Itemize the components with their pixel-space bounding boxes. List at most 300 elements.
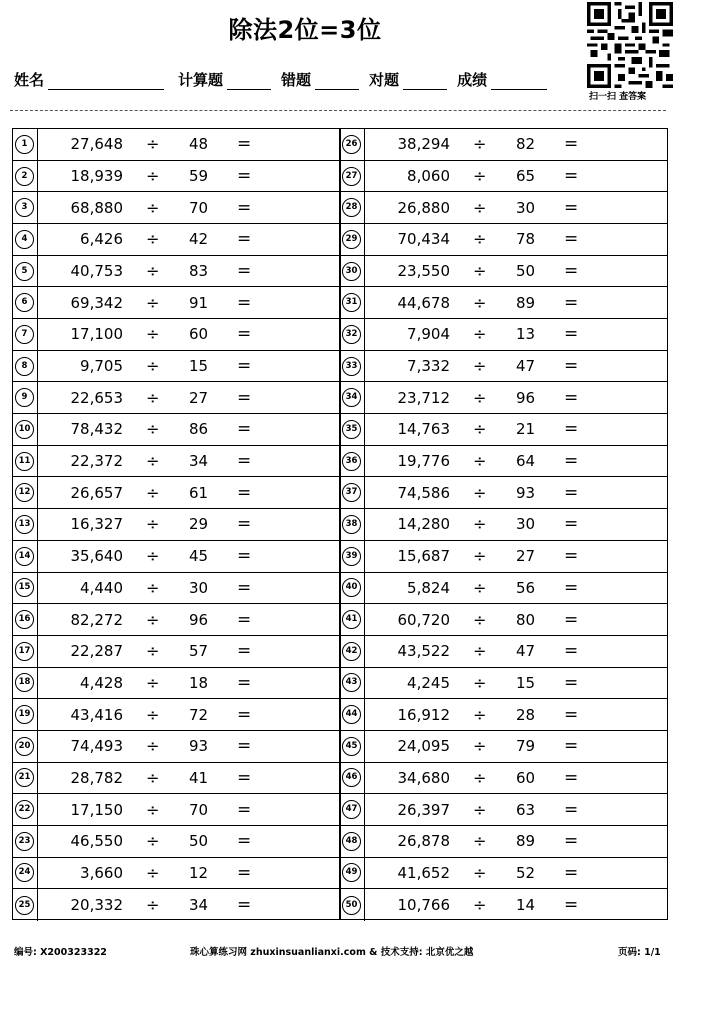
problem-row <box>13 509 340 541</box>
problem-row <box>13 731 340 763</box>
divide-sign: ÷ <box>473 831 487 851</box>
score-field[interactable] <box>491 71 547 90</box>
problem-number-cell <box>13 763 38 794</box>
equals-sign: = <box>564 451 579 472</box>
right-field[interactable] <box>403 71 447 90</box>
problem-number-cell <box>340 161 365 192</box>
problem-number-cell <box>13 319 38 350</box>
dividend: 44,678 <box>397 293 450 312</box>
problem-number-cell <box>13 889 38 921</box>
equals-sign: = <box>237 736 252 757</box>
equals-sign: = <box>237 641 252 662</box>
divisor: 56 <box>516 578 536 597</box>
divisor: 27 <box>189 388 209 407</box>
divisor: 50 <box>516 262 536 281</box>
equals-sign: = <box>237 895 252 916</box>
score-label: 成绩 <box>457 71 488 89</box>
problem-number: 26 <box>342 135 361 154</box>
dividend: 74,493 <box>70 737 123 756</box>
problem-number: 33 <box>342 357 361 376</box>
problem-row <box>340 763 667 795</box>
problem-number: 17 <box>15 642 34 661</box>
problem-row <box>340 731 667 763</box>
problem-number-cell <box>340 858 365 889</box>
dividend: 27,648 <box>70 135 123 154</box>
problem-row <box>340 477 667 509</box>
problem-number-cell <box>13 604 38 635</box>
problem-number: 11 <box>15 452 34 471</box>
problem-number: 31 <box>342 293 361 312</box>
problem-row <box>340 636 667 668</box>
dividend: 24,095 <box>397 737 450 756</box>
problem-number: 20 <box>15 737 34 756</box>
equals-sign: = <box>564 482 579 503</box>
dividend: 74,586 <box>397 483 450 502</box>
divide-sign: ÷ <box>146 134 160 154</box>
divide-sign: ÷ <box>146 166 160 186</box>
equals-sign: = <box>564 292 579 313</box>
divide-sign: ÷ <box>146 578 160 598</box>
divisor: 34 <box>189 896 209 915</box>
dividend: 82,272 <box>70 610 123 629</box>
divide-sign: ÷ <box>473 863 487 883</box>
problem-number-cell <box>13 287 38 318</box>
divisor: 45 <box>189 547 209 566</box>
dividend: 26,880 <box>397 198 450 217</box>
divisor: 83 <box>189 262 209 281</box>
divide-sign: ÷ <box>473 705 487 725</box>
equals-sign: = <box>564 704 579 725</box>
divide-sign: ÷ <box>473 546 487 566</box>
equals-sign: = <box>564 546 579 567</box>
problem-number: 18 <box>15 673 34 692</box>
problem-row <box>340 573 667 605</box>
problem-row <box>340 161 667 193</box>
count-label: 计算题 <box>178 71 224 89</box>
problem-number-cell <box>13 161 38 192</box>
problem-number: 19 <box>15 705 34 724</box>
problem-number: 34 <box>342 388 361 407</box>
dividend: 41,652 <box>397 863 450 882</box>
equals-sign: = <box>237 482 252 503</box>
problem-number-cell <box>340 192 365 223</box>
dividend: 68,880 <box>70 198 123 217</box>
problem-number: 49 <box>342 863 361 882</box>
problem-number-cell <box>340 382 365 413</box>
problem-number-cell <box>340 763 365 794</box>
problem-row <box>340 509 667 541</box>
problem-row <box>13 636 340 668</box>
divide-sign: ÷ <box>146 451 160 471</box>
divisor: 80 <box>516 610 536 629</box>
divisor: 30 <box>516 515 536 534</box>
problem-number-cell <box>13 826 38 857</box>
divisor: 41 <box>189 768 209 787</box>
problem-number: 40 <box>342 578 361 597</box>
problem-number-cell <box>340 699 365 730</box>
dividend: 19,776 <box>397 452 450 471</box>
problem-number-cell <box>13 794 38 825</box>
divide-sign: ÷ <box>146 483 160 503</box>
problem-number-cell <box>13 446 38 477</box>
divisor: 59 <box>189 167 209 185</box>
problem-row <box>340 351 667 383</box>
problem-number: 45 <box>342 737 361 756</box>
problem-number-cell <box>340 351 365 382</box>
problem-number-cell <box>340 256 365 287</box>
problem-number-cell <box>13 731 38 762</box>
wrong-field[interactable] <box>315 71 359 90</box>
problem-number-cell <box>13 477 38 508</box>
dividend: 14,280 <box>397 515 450 534</box>
dividend: 43,522 <box>397 642 450 661</box>
dividend: 6,426 <box>80 230 123 249</box>
problem-row <box>340 287 667 319</box>
divide-sign: ÷ <box>146 293 160 313</box>
divisor: 29 <box>189 515 209 534</box>
divide-sign: ÷ <box>473 229 487 249</box>
student-info-row <box>14 66 557 90</box>
problem-row <box>340 192 667 224</box>
problem-row <box>340 668 667 700</box>
problem-number-cell <box>13 573 38 604</box>
divisor: 47 <box>516 357 536 376</box>
problem-number-cell <box>340 573 365 604</box>
problem-number-cell <box>13 414 38 445</box>
divide-sign: ÷ <box>473 134 487 154</box>
problem-number: 9 <box>15 388 34 407</box>
dividend: 8,060 <box>407 167 450 185</box>
problem-number: 46 <box>342 768 361 787</box>
problem-row <box>13 477 340 509</box>
equals-sign: = <box>237 704 252 725</box>
problem-row <box>340 858 667 890</box>
equals-sign: = <box>564 514 579 535</box>
name-field[interactable] <box>48 71 164 90</box>
problem-number: 21 <box>15 768 34 787</box>
divisor: 63 <box>516 800 536 819</box>
footer-site: 珠心算练习网 zhuxinsuanlianxi.com & 技术支持: 北京优之越 <box>190 947 474 958</box>
divide-sign: ÷ <box>473 800 487 820</box>
problem-number: 42 <box>342 642 361 661</box>
divisor: 91 <box>189 293 209 312</box>
equals-sign: = <box>564 862 579 883</box>
divisor: 15 <box>516 673 536 692</box>
problem-number-cell <box>340 477 365 508</box>
divisor: 47 <box>516 642 536 661</box>
equals-sign: = <box>237 229 252 250</box>
problem-number: 15 <box>15 578 34 597</box>
divide-sign: ÷ <box>473 293 487 313</box>
qr-code-icon[interactable] <box>585 2 675 88</box>
equals-sign: = <box>564 767 579 788</box>
divisor: 96 <box>189 610 209 629</box>
equals-sign: = <box>564 197 579 218</box>
divisor: 70 <box>189 800 209 819</box>
problem-number: 16 <box>15 610 34 629</box>
problem-number: 2 <box>15 167 34 186</box>
problem-number: 7 <box>15 325 34 344</box>
problem-grid <box>12 128 668 920</box>
dividend: 5,824 <box>407 578 450 597</box>
divisor: 60 <box>189 325 209 344</box>
dividend: 4,428 <box>80 673 123 692</box>
divide-sign: ÷ <box>473 768 487 788</box>
equals-sign: = <box>564 229 579 250</box>
problem-number: 50 <box>342 896 361 915</box>
equals-sign: = <box>237 356 252 377</box>
problem-row <box>340 224 667 256</box>
equals-sign: = <box>237 292 252 313</box>
count-field[interactable] <box>227 71 271 90</box>
problem-row <box>340 699 667 731</box>
problem-number: 36 <box>342 452 361 471</box>
equals-sign: = <box>237 577 252 598</box>
dividend: 17,100 <box>70 325 123 344</box>
equals-sign: = <box>237 419 252 440</box>
problem-row <box>340 541 667 573</box>
problem-column-right <box>339 128 668 920</box>
equals-sign: = <box>237 166 252 186</box>
problem-number: 37 <box>342 483 361 502</box>
problem-number: 47 <box>342 800 361 819</box>
divisor: 21 <box>516 420 536 439</box>
problem-row <box>13 699 340 731</box>
problem-number-cell <box>13 858 38 889</box>
problem-row <box>340 129 667 161</box>
problem-number: 13 <box>15 515 34 534</box>
divisor: 65 <box>516 167 536 185</box>
divide-sign: ÷ <box>473 356 487 376</box>
problem-number-cell <box>340 541 365 572</box>
problem-number: 6 <box>15 293 34 312</box>
problem-number-cell <box>340 636 365 667</box>
problem-row <box>13 319 340 351</box>
problem-row <box>340 382 667 414</box>
divide-sign: ÷ <box>146 419 160 439</box>
problem-number-cell <box>340 224 365 255</box>
problem-number-cell <box>340 319 365 350</box>
equals-sign: = <box>237 387 252 408</box>
equals-sign: = <box>564 577 579 598</box>
problem-number: 39 <box>342 547 361 566</box>
problem-row <box>13 192 340 224</box>
dividend: 18,939 <box>70 167 123 185</box>
problem-row <box>13 161 340 193</box>
problem-row <box>13 604 340 636</box>
equals-sign: = <box>237 197 252 218</box>
divide-sign: ÷ <box>146 356 160 376</box>
divisor: 14 <box>516 896 536 915</box>
problem-number: 38 <box>342 515 361 534</box>
divisor: 60 <box>516 768 536 787</box>
dividend: 26,878 <box>397 832 450 851</box>
divisor: 27 <box>516 547 536 566</box>
divide-sign: ÷ <box>146 198 160 218</box>
equals-sign: = <box>237 799 252 820</box>
problem-number: 48 <box>342 832 361 851</box>
problem-row <box>13 129 340 161</box>
problem-number-cell <box>340 129 365 160</box>
divisor: 18 <box>189 673 209 692</box>
divisor: 50 <box>189 832 209 851</box>
divisor: 52 <box>516 863 536 882</box>
equals-sign: = <box>564 166 579 186</box>
problem-number: 12 <box>15 483 34 502</box>
problem-number: 8 <box>15 357 34 376</box>
dividend: 23,550 <box>397 262 450 281</box>
dividend: 15,687 <box>397 547 450 566</box>
problem-number-cell <box>13 129 38 160</box>
problem-number: 3 <box>15 198 34 217</box>
divide-sign: ÷ <box>473 673 487 693</box>
divisor: 30 <box>189 578 209 597</box>
divide-sign: ÷ <box>146 261 160 281</box>
problem-number: 5 <box>15 262 34 281</box>
divide-sign: ÷ <box>146 229 160 249</box>
problem-row <box>340 256 667 288</box>
problem-row <box>13 573 340 605</box>
dividend: 40,753 <box>70 262 123 281</box>
problem-number-cell <box>13 351 38 382</box>
divisor: 70 <box>189 198 209 217</box>
equals-sign: = <box>564 134 579 155</box>
footer-code: 编号: X200323322 <box>14 947 107 958</box>
divide-sign: ÷ <box>146 324 160 344</box>
equals-sign: = <box>564 895 579 916</box>
dividend: 4,440 <box>80 578 123 597</box>
divide-sign: ÷ <box>473 514 487 534</box>
problem-number: 4 <box>15 230 34 249</box>
name-label: 姓名 <box>14 71 45 89</box>
equals-sign: = <box>564 387 579 408</box>
problem-number-cell <box>340 509 365 540</box>
problem-number: 43 <box>342 673 361 692</box>
problem-number: 30 <box>342 262 361 281</box>
divisor: 82 <box>516 135 536 154</box>
divisor: 48 <box>189 135 209 154</box>
equals-sign: = <box>564 609 579 630</box>
divisor: 72 <box>189 705 209 724</box>
divisor: 30 <box>516 198 536 217</box>
equals-sign: = <box>564 672 579 693</box>
problem-number: 1 <box>15 135 34 154</box>
dividend: 7,332 <box>407 357 450 376</box>
problem-row <box>13 826 340 858</box>
problem-number: 41 <box>342 610 361 629</box>
divide-sign: ÷ <box>146 641 160 661</box>
problem-number-cell <box>13 382 38 413</box>
divide-sign: ÷ <box>473 736 487 756</box>
problem-number-cell <box>340 604 365 635</box>
divisor: 13 <box>516 325 536 344</box>
problem-row <box>13 287 340 319</box>
divide-sign: ÷ <box>473 895 487 915</box>
problem-row <box>13 794 340 826</box>
problem-row <box>340 446 667 478</box>
problem-number: 27 <box>342 167 361 186</box>
problem-row <box>340 826 667 858</box>
equals-sign: = <box>237 831 252 852</box>
equals-sign: = <box>237 767 252 788</box>
dividend: 38,294 <box>397 135 450 154</box>
problem-number-cell <box>340 446 365 477</box>
problem-row <box>340 889 667 921</box>
problem-column-left <box>12 128 341 920</box>
divide-sign: ÷ <box>146 768 160 788</box>
equals-sign: = <box>564 419 579 440</box>
equals-sign: = <box>564 261 579 282</box>
problem-number-cell <box>340 794 365 825</box>
divide-sign: ÷ <box>473 261 487 281</box>
problem-row <box>13 382 340 414</box>
problem-row <box>13 351 340 383</box>
problem-number-cell <box>340 889 365 921</box>
divisor: 15 <box>189 357 209 376</box>
dividend: 4,245 <box>407 673 450 692</box>
divide-sign: ÷ <box>146 800 160 820</box>
dividend: 9,705 <box>80 357 123 376</box>
dividend: 10,766 <box>397 896 450 915</box>
divisor: 64 <box>516 452 536 471</box>
dividend: 34,680 <box>397 768 450 787</box>
dividend: 7,904 <box>407 325 450 344</box>
cut-line <box>10 110 666 111</box>
problem-row <box>340 319 667 351</box>
divide-sign: ÷ <box>146 895 160 915</box>
divisor: 89 <box>516 293 536 312</box>
problem-number: 24 <box>15 863 34 882</box>
dividend: 28,782 <box>70 768 123 787</box>
divisor: 42 <box>189 230 209 249</box>
divisor: 79 <box>516 737 536 756</box>
problem-number-cell <box>13 509 38 540</box>
footer-page: 页码: 1/1 <box>618 947 661 958</box>
divisor: 78 <box>516 230 536 249</box>
dividend: 78,432 <box>70 420 123 439</box>
equals-sign: = <box>237 261 252 282</box>
divide-sign: ÷ <box>146 673 160 693</box>
divide-sign: ÷ <box>473 451 487 471</box>
dividend: 3,660 <box>80 863 123 882</box>
problem-number-cell <box>13 699 38 730</box>
problem-row <box>13 889 340 921</box>
dividend: 16,912 <box>397 705 450 724</box>
equals-sign: = <box>237 546 252 567</box>
divisor: 57 <box>189 642 209 661</box>
divisor: 96 <box>516 388 536 407</box>
equals-sign: = <box>564 799 579 820</box>
problem-number: 22 <box>15 800 34 819</box>
equals-sign: = <box>237 609 252 630</box>
problem-number-cell <box>13 256 38 287</box>
equals-sign: = <box>237 862 252 883</box>
wrong-label: 错题 <box>281 71 312 89</box>
divisor: 28 <box>516 705 536 724</box>
dividend: 26,657 <box>70 483 123 502</box>
dividend: 14,763 <box>397 420 450 439</box>
equals-sign: = <box>237 134 252 155</box>
problem-row <box>13 668 340 700</box>
problem-row <box>13 446 340 478</box>
divisor: 12 <box>189 863 209 882</box>
equals-sign: = <box>564 736 579 757</box>
divide-sign: ÷ <box>146 546 160 566</box>
divide-sign: ÷ <box>146 514 160 534</box>
problem-number: 10 <box>15 420 34 439</box>
problem-number: 14 <box>15 547 34 566</box>
divisor: 89 <box>516 832 536 851</box>
